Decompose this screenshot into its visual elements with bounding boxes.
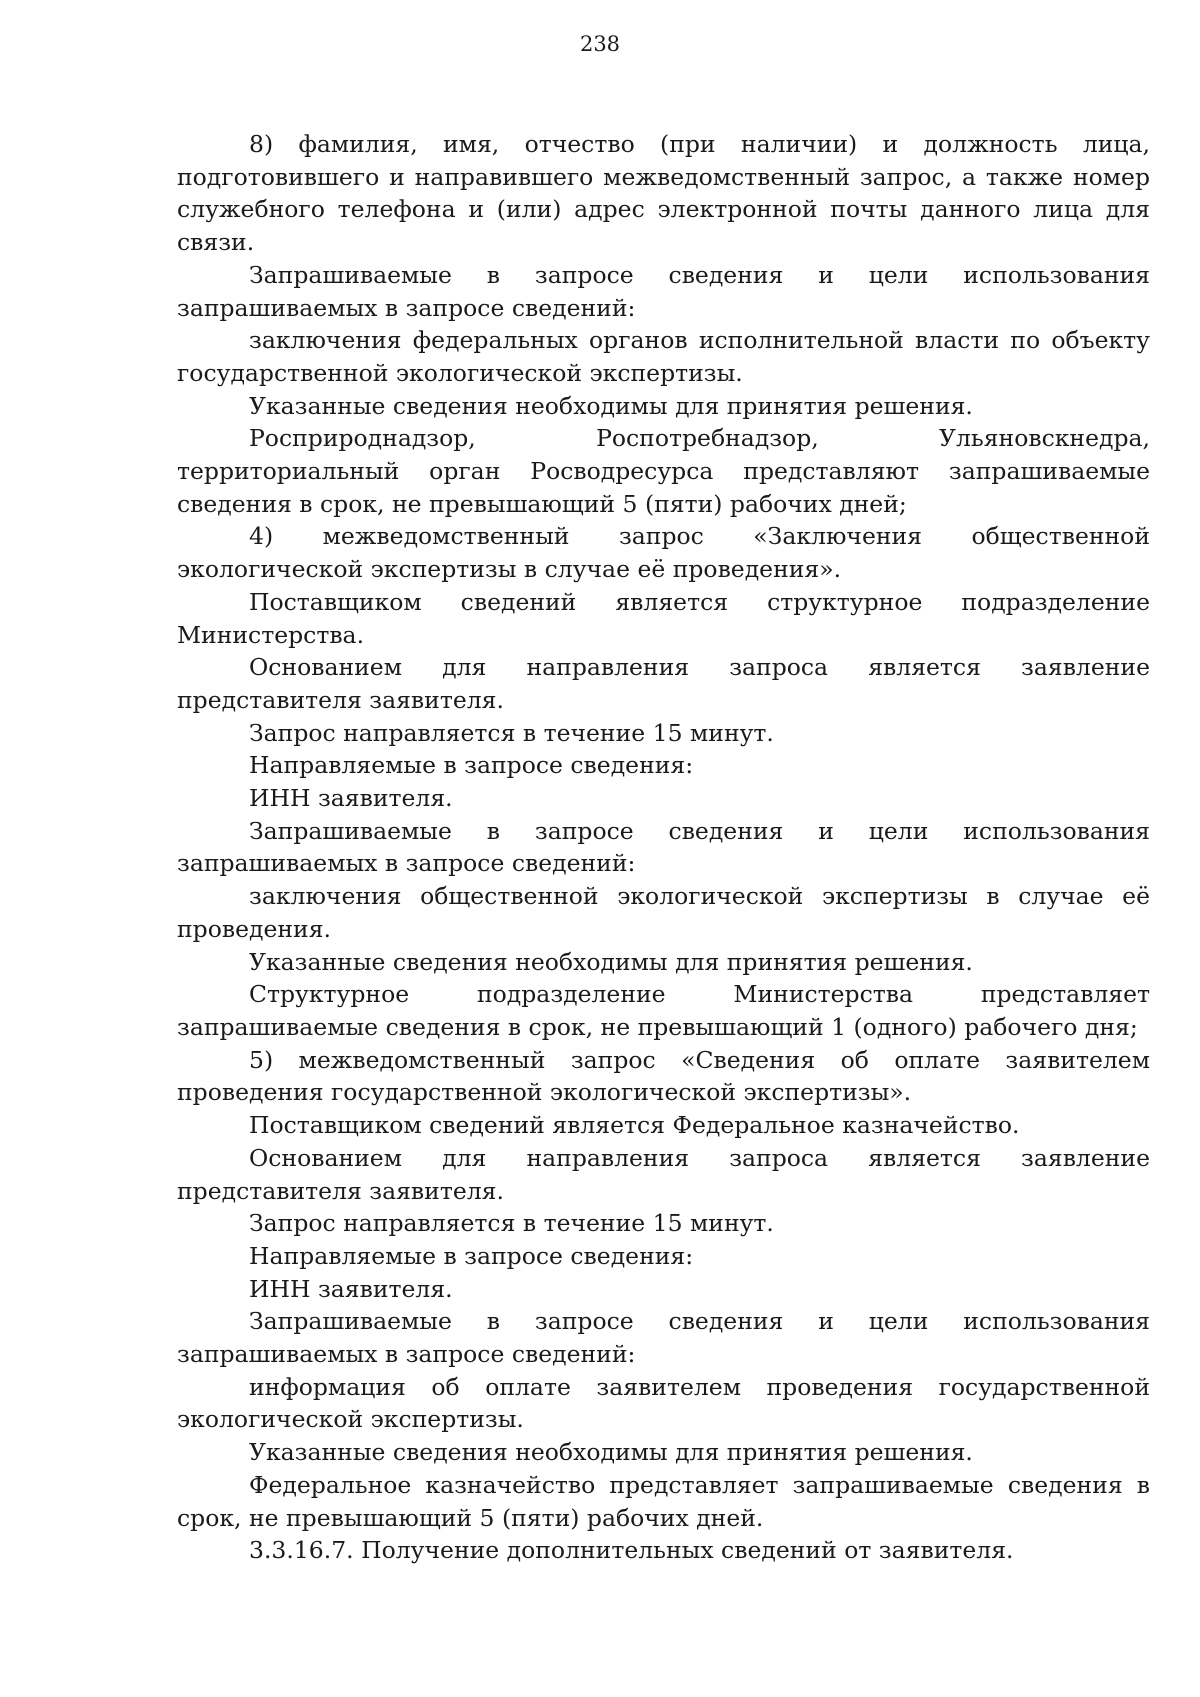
paragraph: 8) фамилия, имя, отчество (при наличии) и должность лица, подготовившего и направившего межведомственный запрос, а также номер служебного телефона и (или) адрес электронной почты данного лица для связи.	[177, 130, 1150, 257]
page-number: 238	[579, 32, 621, 56]
paragraph: Структурное подразделение Министерства представляет запрашиваемые сведения в срок, не превышающий 1 (одного) рабочего дня;	[177, 980, 1150, 1041]
paragraph: Росприроднадзор, Роспотребнадзор, Ульяновскнедра, территориальный орган Росводресурса представляют запрашиваемые сведения в срок, не превышающий 5 (пяти) рабочих дней;	[177, 424, 1150, 518]
paragraph: Указанные сведения необходимы для принятия решения.	[249, 391, 973, 420]
paragraph: Основанием для направления запроса является заявление представителя заявителя.	[177, 653, 1150, 714]
paragraph: Указанные сведения необходимы для принятия решения.	[249, 947, 973, 976]
paragraph: 3.3.16.7. Получение дополнительных сведений от заявителя.	[249, 1536, 1014, 1565]
paragraph: информация об оплате заявителем проведения государственной экологической экспертизы.	[177, 1372, 1150, 1434]
paragraph: заключения общественной экологической экспертизы в случае её проведения.	[177, 882, 1150, 943]
document-body	[177, 128, 1150, 1567]
paragraph: Запрос направляется в течение 15 минут.	[249, 1209, 774, 1238]
paragraph: ИНН заявителя.	[249, 1274, 453, 1303]
paragraph: Основанием для направления запроса является заявление представителя заявителя.	[177, 1143, 1150, 1205]
paragraph: Запрашиваемые в запросе сведения и цели использования запрашиваемых в запросе сведений:	[177, 260, 1150, 322]
paragraph: Федеральное казначейство представляет запрашиваемые сведения в срок, не превышающий 5 (пяти) рабочих дней.	[177, 1470, 1150, 1532]
paragraph: Запрашиваемые в запросе сведения и цели использования запрашиваемых в запросе сведений:	[177, 816, 1150, 878]
paragraph: Указанные сведения необходимы для принятия решения.	[249, 1438, 973, 1467]
paragraph: Поставщиком сведений является структурное подразделение Министерства.	[177, 587, 1150, 649]
paragraph: ИНН заявителя.	[249, 784, 453, 813]
paragraph: 4) межведомственный запрос «Заключения общественной экологической экспертизы в случае её проведения».	[177, 522, 1150, 584]
paragraph: Направляемые в запросе сведения:	[249, 1241, 694, 1270]
paragraph: Направляемые в запросе сведения:	[249, 751, 694, 780]
paragraph: Запрос направляется в течение 15 минут.	[249, 718, 774, 747]
paragraph: заключения федеральных органов исполнительной власти по объекту государственной экологической экспертизы.	[177, 326, 1150, 387]
paragraph: 5) межведомственный запрос «Сведения об оплате заявителем проведения государственной экологической экспертизы».	[177, 1045, 1150, 1107]
paragraph: Поставщиком сведений является Федеральное казначейство.	[249, 1111, 1020, 1140]
paragraph: Запрашиваемые в запросе сведения и цели использования запрашиваемых в запросе сведений:	[177, 1307, 1150, 1369]
